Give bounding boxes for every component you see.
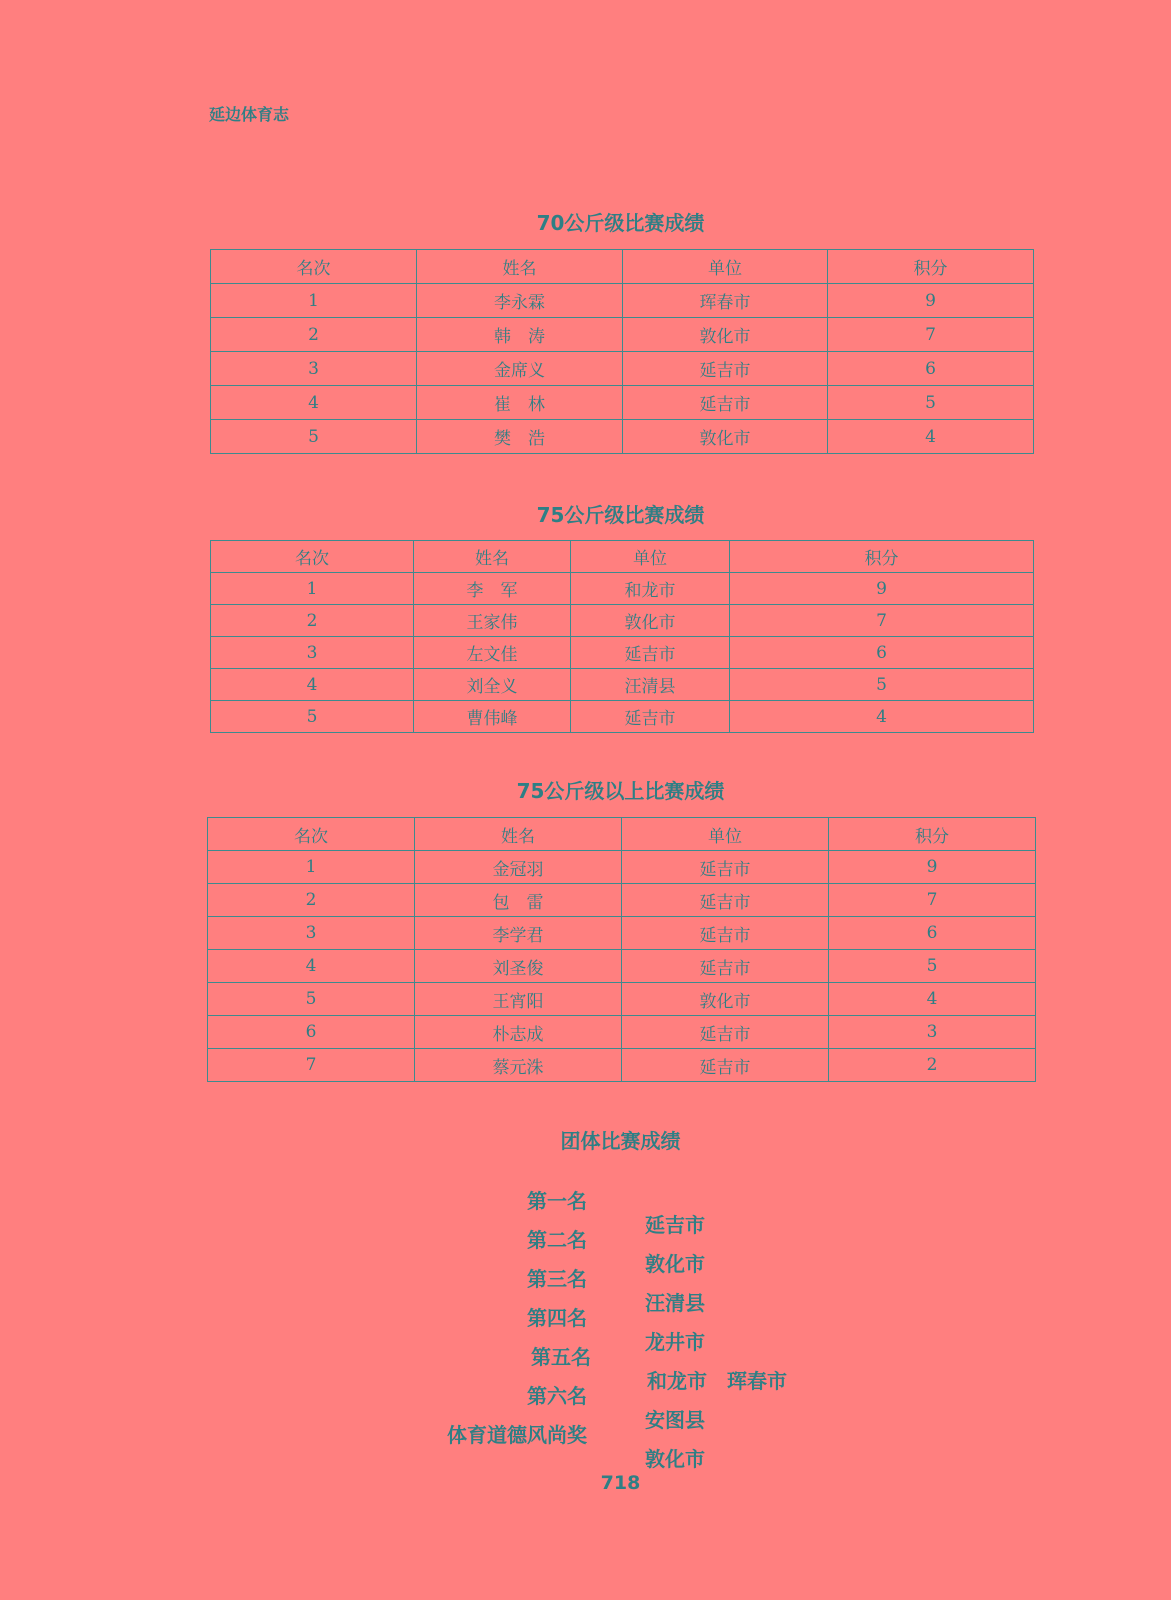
column-header: 名次 bbox=[211, 541, 414, 573]
unit-cell: 延吉市 bbox=[622, 1049, 829, 1082]
rank-cell: 7 bbox=[208, 1049, 415, 1082]
name-cell: 崔 林 bbox=[417, 386, 623, 420]
table-header-row bbox=[208, 818, 1036, 851]
table-row bbox=[208, 917, 1036, 950]
team-unit: 安图县 bbox=[645, 1408, 705, 1432]
rank-cell: 5 bbox=[211, 701, 414, 733]
unit-cell: 敦化市 bbox=[571, 605, 730, 637]
unit-cell: 延吉市 bbox=[622, 1016, 829, 1049]
column-header: 积分 bbox=[730, 541, 1034, 573]
table-row bbox=[208, 950, 1036, 983]
unit-cell: 延吉市 bbox=[622, 851, 829, 884]
team-place: 第二名 bbox=[527, 1228, 587, 1252]
table-header-row bbox=[211, 250, 1034, 284]
unit-cell: 延吉市 bbox=[622, 884, 829, 917]
score-cell: 5 bbox=[730, 669, 1034, 701]
unit-cell: 延吉市 bbox=[622, 950, 829, 983]
score-cell: 5 bbox=[828, 386, 1034, 420]
score-cell: 7 bbox=[829, 884, 1036, 917]
name-cell: 包 雷 bbox=[415, 884, 622, 917]
rank-cell: 4 bbox=[211, 386, 417, 420]
rank-cell: 1 bbox=[208, 851, 415, 884]
name-cell: 王家伟 bbox=[414, 605, 571, 637]
rank-cell: 1 bbox=[211, 573, 414, 605]
score-cell: 6 bbox=[829, 917, 1036, 950]
name-cell: 王宵阳 bbox=[415, 983, 622, 1016]
column-header: 名次 bbox=[211, 250, 417, 284]
team-place: 第六名 bbox=[527, 1384, 587, 1408]
unit-cell: 敦化市 bbox=[622, 983, 829, 1016]
table-row bbox=[211, 605, 1034, 637]
team-result-row bbox=[0, 1278, 1171, 1354]
team-unit: 龙井市 bbox=[645, 1330, 705, 1354]
rank-cell: 1 bbox=[211, 284, 417, 318]
unit-cell: 延吉市 bbox=[622, 917, 829, 950]
name-cell: 刘全义 bbox=[414, 669, 571, 701]
sportsmanship-award-row bbox=[0, 1395, 1171, 1471]
team-unit: 汪清县 bbox=[645, 1291, 705, 1315]
score-cell: 5 bbox=[829, 950, 1036, 983]
score-cell: 7 bbox=[828, 318, 1034, 352]
name-cell: 金席义 bbox=[417, 352, 623, 386]
table-row bbox=[208, 1016, 1036, 1049]
team-unit: 敦化市 bbox=[645, 1252, 705, 1276]
column-header: 单位 bbox=[623, 250, 828, 284]
team-result-row bbox=[0, 1239, 1171, 1315]
name-cell: 刘圣俊 bbox=[415, 950, 622, 983]
score-cell: 4 bbox=[828, 420, 1034, 454]
table-row bbox=[211, 669, 1034, 701]
table-row bbox=[208, 1049, 1036, 1082]
team-result-row bbox=[0, 1161, 1171, 1237]
rank-cell: 6 bbox=[208, 1016, 415, 1049]
table-75kg-title: 75公斤级比赛成绩 bbox=[536, 503, 705, 527]
table-row bbox=[211, 284, 1034, 318]
name-cell: 李永霖 bbox=[417, 284, 623, 318]
team-unit: 和龙市 珲春市 bbox=[647, 1369, 787, 1393]
rank-cell: 2 bbox=[208, 884, 415, 917]
name-cell: 左文佳 bbox=[414, 637, 571, 669]
name-cell: 韩 涛 bbox=[417, 318, 623, 352]
table-row bbox=[211, 573, 1034, 605]
table-70kg-title: 70公斤级比赛成绩 bbox=[536, 211, 705, 235]
unit-cell: 延吉市 bbox=[623, 386, 828, 420]
team-place: 第五名 bbox=[531, 1345, 591, 1369]
rank-cell: 3 bbox=[211, 352, 417, 386]
table-row bbox=[208, 884, 1036, 917]
unit-cell: 珲春市 bbox=[623, 284, 828, 318]
score-cell: 6 bbox=[828, 352, 1034, 386]
score-cell: 3 bbox=[829, 1016, 1036, 1049]
team-place: 第一名 bbox=[527, 1189, 587, 1213]
unit-cell: 和龙市 bbox=[571, 573, 730, 605]
rank-cell: 5 bbox=[208, 983, 415, 1016]
award-name: 体育道德风尚奖 bbox=[447, 1423, 587, 1447]
rank-cell: 5 bbox=[211, 420, 417, 454]
column-header: 积分 bbox=[829, 818, 1036, 851]
name-cell: 金冠羽 bbox=[415, 851, 622, 884]
running-header: 延边体育志 bbox=[209, 105, 290, 124]
table-row bbox=[211, 637, 1034, 669]
column-header: 单位 bbox=[622, 818, 829, 851]
column-header: 姓名 bbox=[417, 250, 623, 284]
table-row bbox=[208, 851, 1036, 884]
table-header-row bbox=[211, 541, 1034, 573]
score-cell: 9 bbox=[829, 851, 1036, 884]
column-header: 名次 bbox=[208, 818, 415, 851]
name-cell: 樊 浩 bbox=[417, 420, 623, 454]
score-cell: 4 bbox=[730, 701, 1034, 733]
column-header: 单位 bbox=[571, 541, 730, 573]
rank-cell: 2 bbox=[211, 318, 417, 352]
rank-cell: 3 bbox=[208, 917, 415, 950]
table-row bbox=[211, 318, 1034, 352]
score-cell: 2 bbox=[829, 1049, 1036, 1082]
results-table-70kg bbox=[210, 249, 1034, 454]
name-cell: 曹伟峰 bbox=[414, 701, 571, 733]
team-results-title: 团体比赛成绩 bbox=[560, 1129, 681, 1153]
team-unit: 延吉市 bbox=[645, 1213, 705, 1237]
column-header: 积分 bbox=[828, 250, 1034, 284]
team-result-row bbox=[0, 1200, 1171, 1276]
results-table-75kg bbox=[210, 540, 1034, 733]
table-row bbox=[211, 386, 1034, 420]
unit-cell: 汪清县 bbox=[571, 669, 730, 701]
name-cell: 朴志成 bbox=[415, 1016, 622, 1049]
unit-cell: 延吉市 bbox=[623, 352, 828, 386]
table-row bbox=[211, 701, 1034, 733]
unit-cell: 延吉市 bbox=[571, 701, 730, 733]
name-cell: 李学君 bbox=[415, 917, 622, 950]
table-row bbox=[211, 352, 1034, 386]
score-cell: 9 bbox=[828, 284, 1034, 318]
table-row bbox=[208, 983, 1036, 1016]
page-number: 718 bbox=[600, 1472, 641, 1494]
rank-cell: 4 bbox=[208, 950, 415, 983]
team-place: 第三名 bbox=[527, 1267, 587, 1291]
team-place: 第四名 bbox=[527, 1306, 587, 1330]
score-cell: 9 bbox=[730, 573, 1034, 605]
team-result-row bbox=[0, 1356, 1171, 1432]
award-unit: 敦化市 bbox=[645, 1447, 705, 1471]
unit-cell: 敦化市 bbox=[623, 420, 828, 454]
name-cell: 李 军 bbox=[414, 573, 571, 605]
rank-cell: 2 bbox=[211, 605, 414, 637]
rank-cell: 3 bbox=[211, 637, 414, 669]
name-cell: 蔡元洙 bbox=[415, 1049, 622, 1082]
unit-cell: 敦化市 bbox=[623, 318, 828, 352]
unit-cell: 延吉市 bbox=[571, 637, 730, 669]
table-75kg-plus-title: 75公斤级以上比赛成绩 bbox=[516, 779, 725, 803]
table-row bbox=[211, 420, 1034, 454]
score-cell: 6 bbox=[730, 637, 1034, 669]
score-cell: 7 bbox=[730, 605, 1034, 637]
team-result-row bbox=[0, 1317, 1171, 1393]
results-table-75kg-plus bbox=[207, 817, 1036, 1082]
score-cell: 4 bbox=[829, 983, 1036, 1016]
column-header: 姓名 bbox=[414, 541, 571, 573]
column-header: 姓名 bbox=[415, 818, 622, 851]
rank-cell: 4 bbox=[211, 669, 414, 701]
